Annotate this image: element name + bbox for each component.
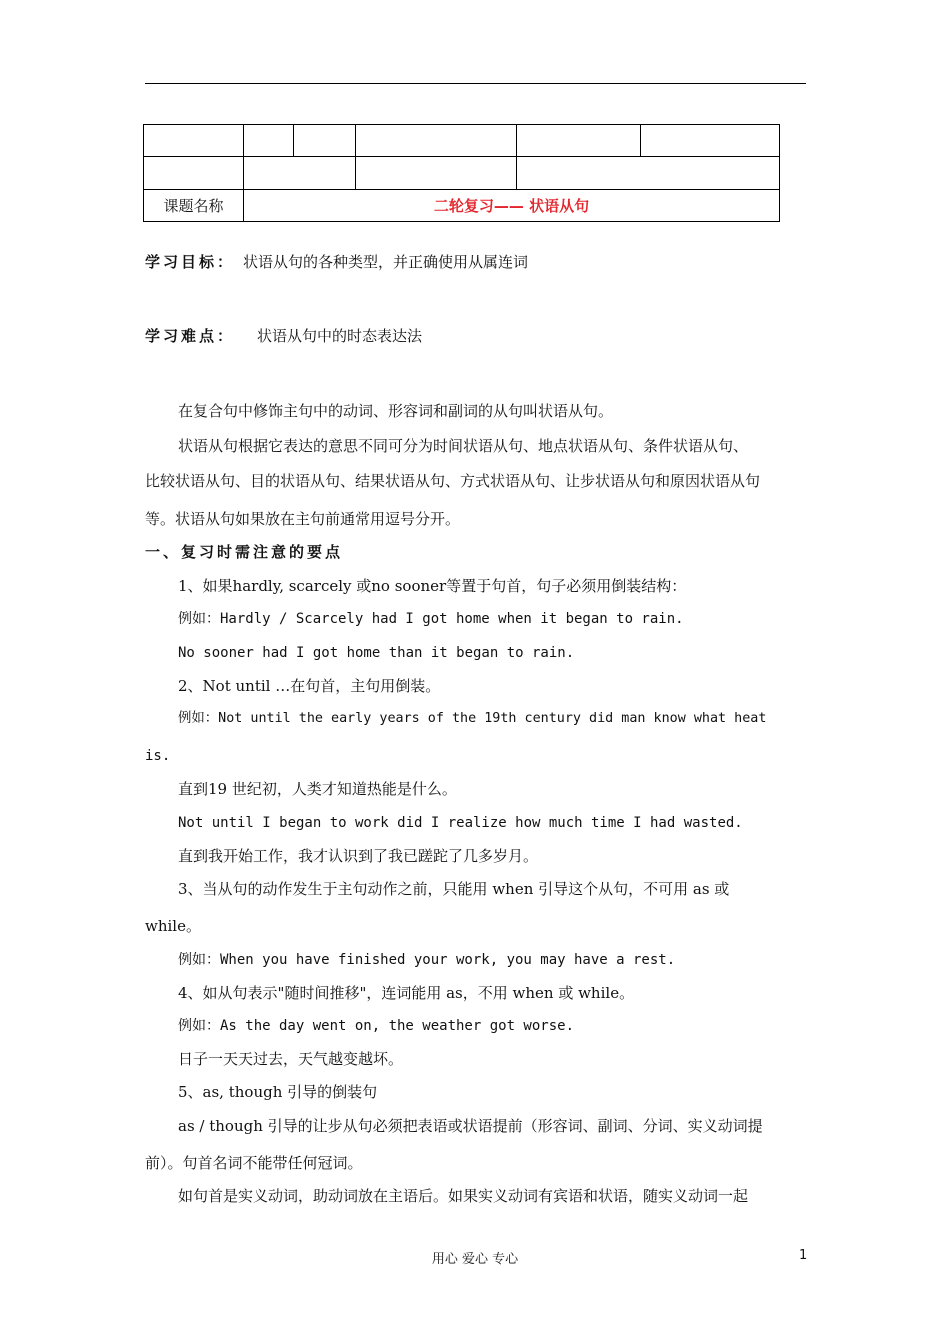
lesson-header-table [143, 124, 780, 222]
table-cell [517, 125, 641, 157]
table-cell [294, 125, 356, 157]
list-item: 2、Not until …在句首，主句用倒装。 [178, 677, 441, 695]
example-line: 例如：Hardly / Scarcely had I got home when it began to rain. [178, 611, 684, 627]
paragraph-continued: 前）。句首名词不能带任何冠词。 [145, 1154, 363, 1172]
difficulty-text: 状语从句中的时态表达法 [257, 327, 423, 345]
learning-goal [145, 252, 528, 272]
example-line: No sooner had I got home than it began to rain. [178, 645, 575, 661]
example-line: 例如：When you have finished your work, you may have a rest. [178, 952, 676, 968]
section-heading: 一、复习时需注意的要点 [145, 543, 344, 561]
list-item-continued: while。 [145, 917, 201, 935]
list-item: 1、如果hardly, scarcely 或no sooner等置于句首，句子必须用倒装结构： [178, 577, 687, 595]
list-item: 5、as, though 引导的倒装句 [178, 1083, 378, 1101]
goal-text: 状语从句的各种类型，并正确使用从属连词 [243, 253, 529, 271]
header-rule [145, 83, 806, 84]
example-line: 例如：Not until the early years of the 19th century did man know what heat [178, 711, 767, 726]
paragraph: 状语从句根据它表达的意思不同可分为时间状语从句、地点状语从句、条件状语从句、 [178, 437, 749, 455]
paragraph-continued: 比较状语从句、目的状语从句、结果状语从句、方式状语从句、让步状语从句和原因状语从句 [145, 472, 761, 490]
table-row [144, 125, 780, 157]
list-item: 3、当从句的动作发生于主句动作之前，只能用 when 引导这个从句，不可用 as 或 [178, 880, 730, 898]
table-row [144, 157, 780, 190]
footer-text: 用心 爱心 专心 [431, 1252, 519, 1267]
paragraph: as / though 引导的让步从句必须把表语或状语提前（形容词、副词、分词、实义动词提 [178, 1117, 763, 1135]
paragraph: 在复合句中修饰主句中的动词、形容词和副词的从句叫状语从句。 [178, 402, 614, 420]
learning-difficulty [145, 326, 422, 346]
table-cell [244, 125, 294, 157]
goal-label: 学习目标： [145, 253, 236, 271]
difficulty-label: 学习难点： [145, 327, 236, 345]
example-line: is. [145, 748, 171, 764]
table-cell [517, 157, 780, 190]
topic-label: 课题名称 [144, 190, 244, 222]
example-line: 例如：As the day went on, the weather got worse. [178, 1018, 575, 1034]
list-item: 4、如从句表示"随时间推移"，连词能用 as，不用 when 或 while。 [178, 984, 635, 1002]
table-cell [144, 157, 244, 190]
topic-title: 二轮复习—— 状语从句 [244, 190, 780, 222]
translation-line: 直到19 世纪初，人类才知道热能是什么。 [178, 780, 457, 798]
page-number: 1 [799, 1248, 808, 1263]
table-cell [144, 125, 244, 157]
translation-line: 日子一天天过去，天气越变越坏。 [178, 1050, 404, 1068]
translation-line: 直到我开始工作，我才认识到了我已蹉跎了几多岁月。 [178, 847, 539, 865]
table-row [144, 190, 780, 222]
table-cell [356, 125, 517, 157]
table-cell [244, 157, 356, 190]
table-cell [356, 157, 517, 190]
example-line: Not until I began to work did I realize how much time I had wasted. [178, 815, 743, 831]
paragraph: 如句首是实义动词，助动词放在主语后。如果实义动词有宾语和状语，随实义动词一起 [178, 1187, 749, 1205]
paragraph-continued: 等。状语从句如果放在主句前通常用逗号分开。 [145, 510, 461, 528]
table-cell [641, 125, 780, 157]
